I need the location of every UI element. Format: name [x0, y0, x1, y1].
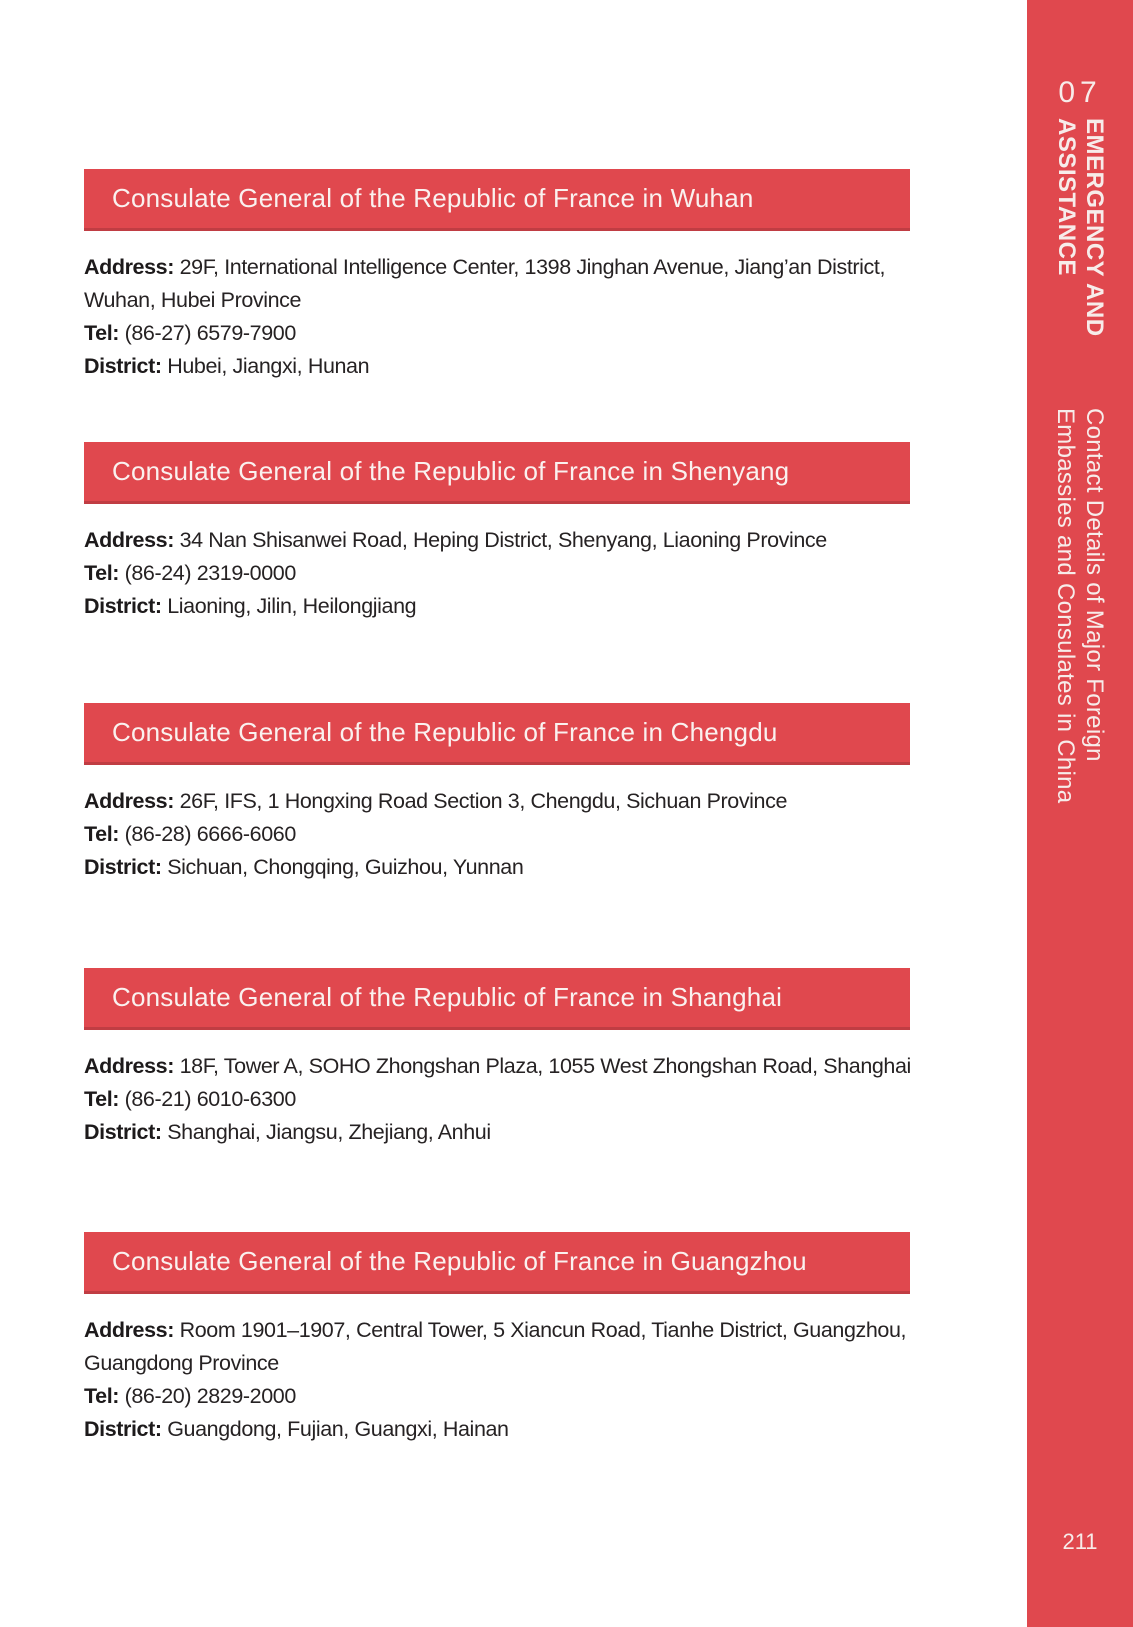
- district-label: District:: [84, 1120, 162, 1144]
- tel-line: [84, 1380, 910, 1413]
- consulate-title: Consulate General of the Republic of France in Guangzhou: [112, 1246, 807, 1276]
- chapter-sidebar: [1027, 0, 1133, 1627]
- address-line: [84, 251, 910, 284]
- district-value: Liaoning, Jilin, Heilongjiang: [167, 594, 417, 618]
- consulate-title-bar: [84, 703, 910, 765]
- sidebar-section-title-line2: Embassies and Consulates in China: [1052, 408, 1079, 804]
- chapter-number: 07: [1058, 76, 1102, 109]
- address-label: Address:: [84, 1054, 174, 1078]
- tel-value: (86-28) 6666-6060: [124, 822, 296, 846]
- consulate-title: Consulate General of the Republic of France in Chengdu: [112, 717, 778, 747]
- address-value: Room 1901–1907, Central Tower, 5 Xiancun Road, Tianhe District, Guangzhou,: [179, 1318, 907, 1342]
- sidebar-section-title-line1: Contact Details of Major Foreign: [1081, 408, 1108, 762]
- tel-label: Tel:: [84, 321, 120, 345]
- chapter-title-line1: EMERGENCY AND: [1081, 118, 1108, 337]
- sidebar-section-title: [1051, 408, 1109, 803]
- tel-label: Tel:: [84, 1087, 120, 1111]
- district-value: Sichuan, Chongqing, Guizhou, Yunnan: [167, 855, 524, 879]
- district-line: [84, 851, 910, 884]
- consulate-list: [84, 169, 910, 1446]
- address-value: 34 Nan Shisanwei Road, Heping District, Shenyang, Liaoning Province: [179, 528, 827, 552]
- address-label: Address:: [84, 528, 174, 552]
- consulate-section-guangzhou: [84, 1232, 910, 1446]
- consulate-details: [84, 1050, 910, 1149]
- chapter-title-line2: ASSISTANCE: [1053, 118, 1080, 276]
- tel-value: (86-24) 2319-0000: [124, 561, 296, 585]
- tel-line: [84, 818, 910, 851]
- district-line: [84, 1116, 910, 1149]
- chapter-title: [1052, 118, 1108, 337]
- district-line: [84, 350, 910, 383]
- address-value: 18F, Tower A, SOHO Zhongshan Plaza, 1055 West Zhongshan Road, Shanghai: [179, 1054, 911, 1078]
- page-number: 211: [1062, 1529, 1098, 1554]
- district-label: District:: [84, 354, 162, 378]
- address-line: [84, 1314, 910, 1347]
- tel-value: (86-21) 6010-6300: [124, 1087, 296, 1111]
- consulate-title: Consulate General of the Republic of France in Shanghai: [112, 982, 783, 1012]
- district-line: [84, 1413, 910, 1446]
- district-label: District:: [84, 1417, 162, 1441]
- tel-label: Tel:: [84, 1384, 120, 1408]
- consulate-section-shanghai: [84, 968, 910, 1149]
- district-line: [84, 590, 910, 623]
- address-line-continued: Guangdong Province: [84, 1351, 279, 1375]
- district-value: Guangdong, Fujian, Guangxi, Hainan: [167, 1417, 509, 1441]
- consulate-title-bar: [84, 1232, 910, 1294]
- district-value: Hubei, Jiangxi, Hunan: [167, 354, 370, 378]
- address-line-continued: Wuhan, Hubei Province: [84, 288, 302, 312]
- consulate-title-bar: [84, 968, 910, 1030]
- consulate-details: [84, 251, 910, 383]
- consulate-details: [84, 1314, 910, 1446]
- address-label: Address:: [84, 789, 174, 813]
- consulate-title-bar: [84, 169, 910, 231]
- address-line: [84, 524, 910, 557]
- consulate-section-chengdu: [84, 703, 910, 884]
- tel-line: [84, 1083, 910, 1116]
- consulate-title: Consulate General of the Republic of France in Wuhan: [112, 183, 754, 213]
- district-label: District:: [84, 594, 162, 618]
- tel-value: (86-27) 6579-7900: [124, 321, 296, 345]
- address-value: 29F, International Intelligence Center, 1398 Jinghan Avenue, Jiang’an District,: [179, 255, 886, 279]
- district-label: District:: [84, 855, 162, 879]
- consulate-section-shenyang: [84, 442, 910, 623]
- address-line: [84, 1050, 910, 1083]
- tel-value: (86-20) 2829-2000: [124, 1384, 296, 1408]
- consulate-title: Consulate General of the Republic of France in Shenyang: [112, 456, 790, 486]
- address-value: 26F, IFS, 1 Hongxing Road Section 3, Chengdu, Sichuan Province: [179, 789, 788, 813]
- address-label: Address:: [84, 255, 174, 279]
- address-label: Address:: [84, 1318, 174, 1342]
- district-value: Shanghai, Jiangsu, Zhejiang, Anhui: [167, 1120, 491, 1144]
- consulate-title-bar: [84, 442, 910, 504]
- tel-label: Tel:: [84, 561, 120, 585]
- address-line: [84, 785, 910, 818]
- tel-line: [84, 317, 910, 350]
- consulate-details: [84, 785, 910, 884]
- consulate-section-wuhan: [84, 169, 910, 383]
- tel-label: Tel:: [84, 822, 120, 846]
- tel-line: [84, 557, 910, 590]
- consulate-details: [84, 524, 910, 623]
